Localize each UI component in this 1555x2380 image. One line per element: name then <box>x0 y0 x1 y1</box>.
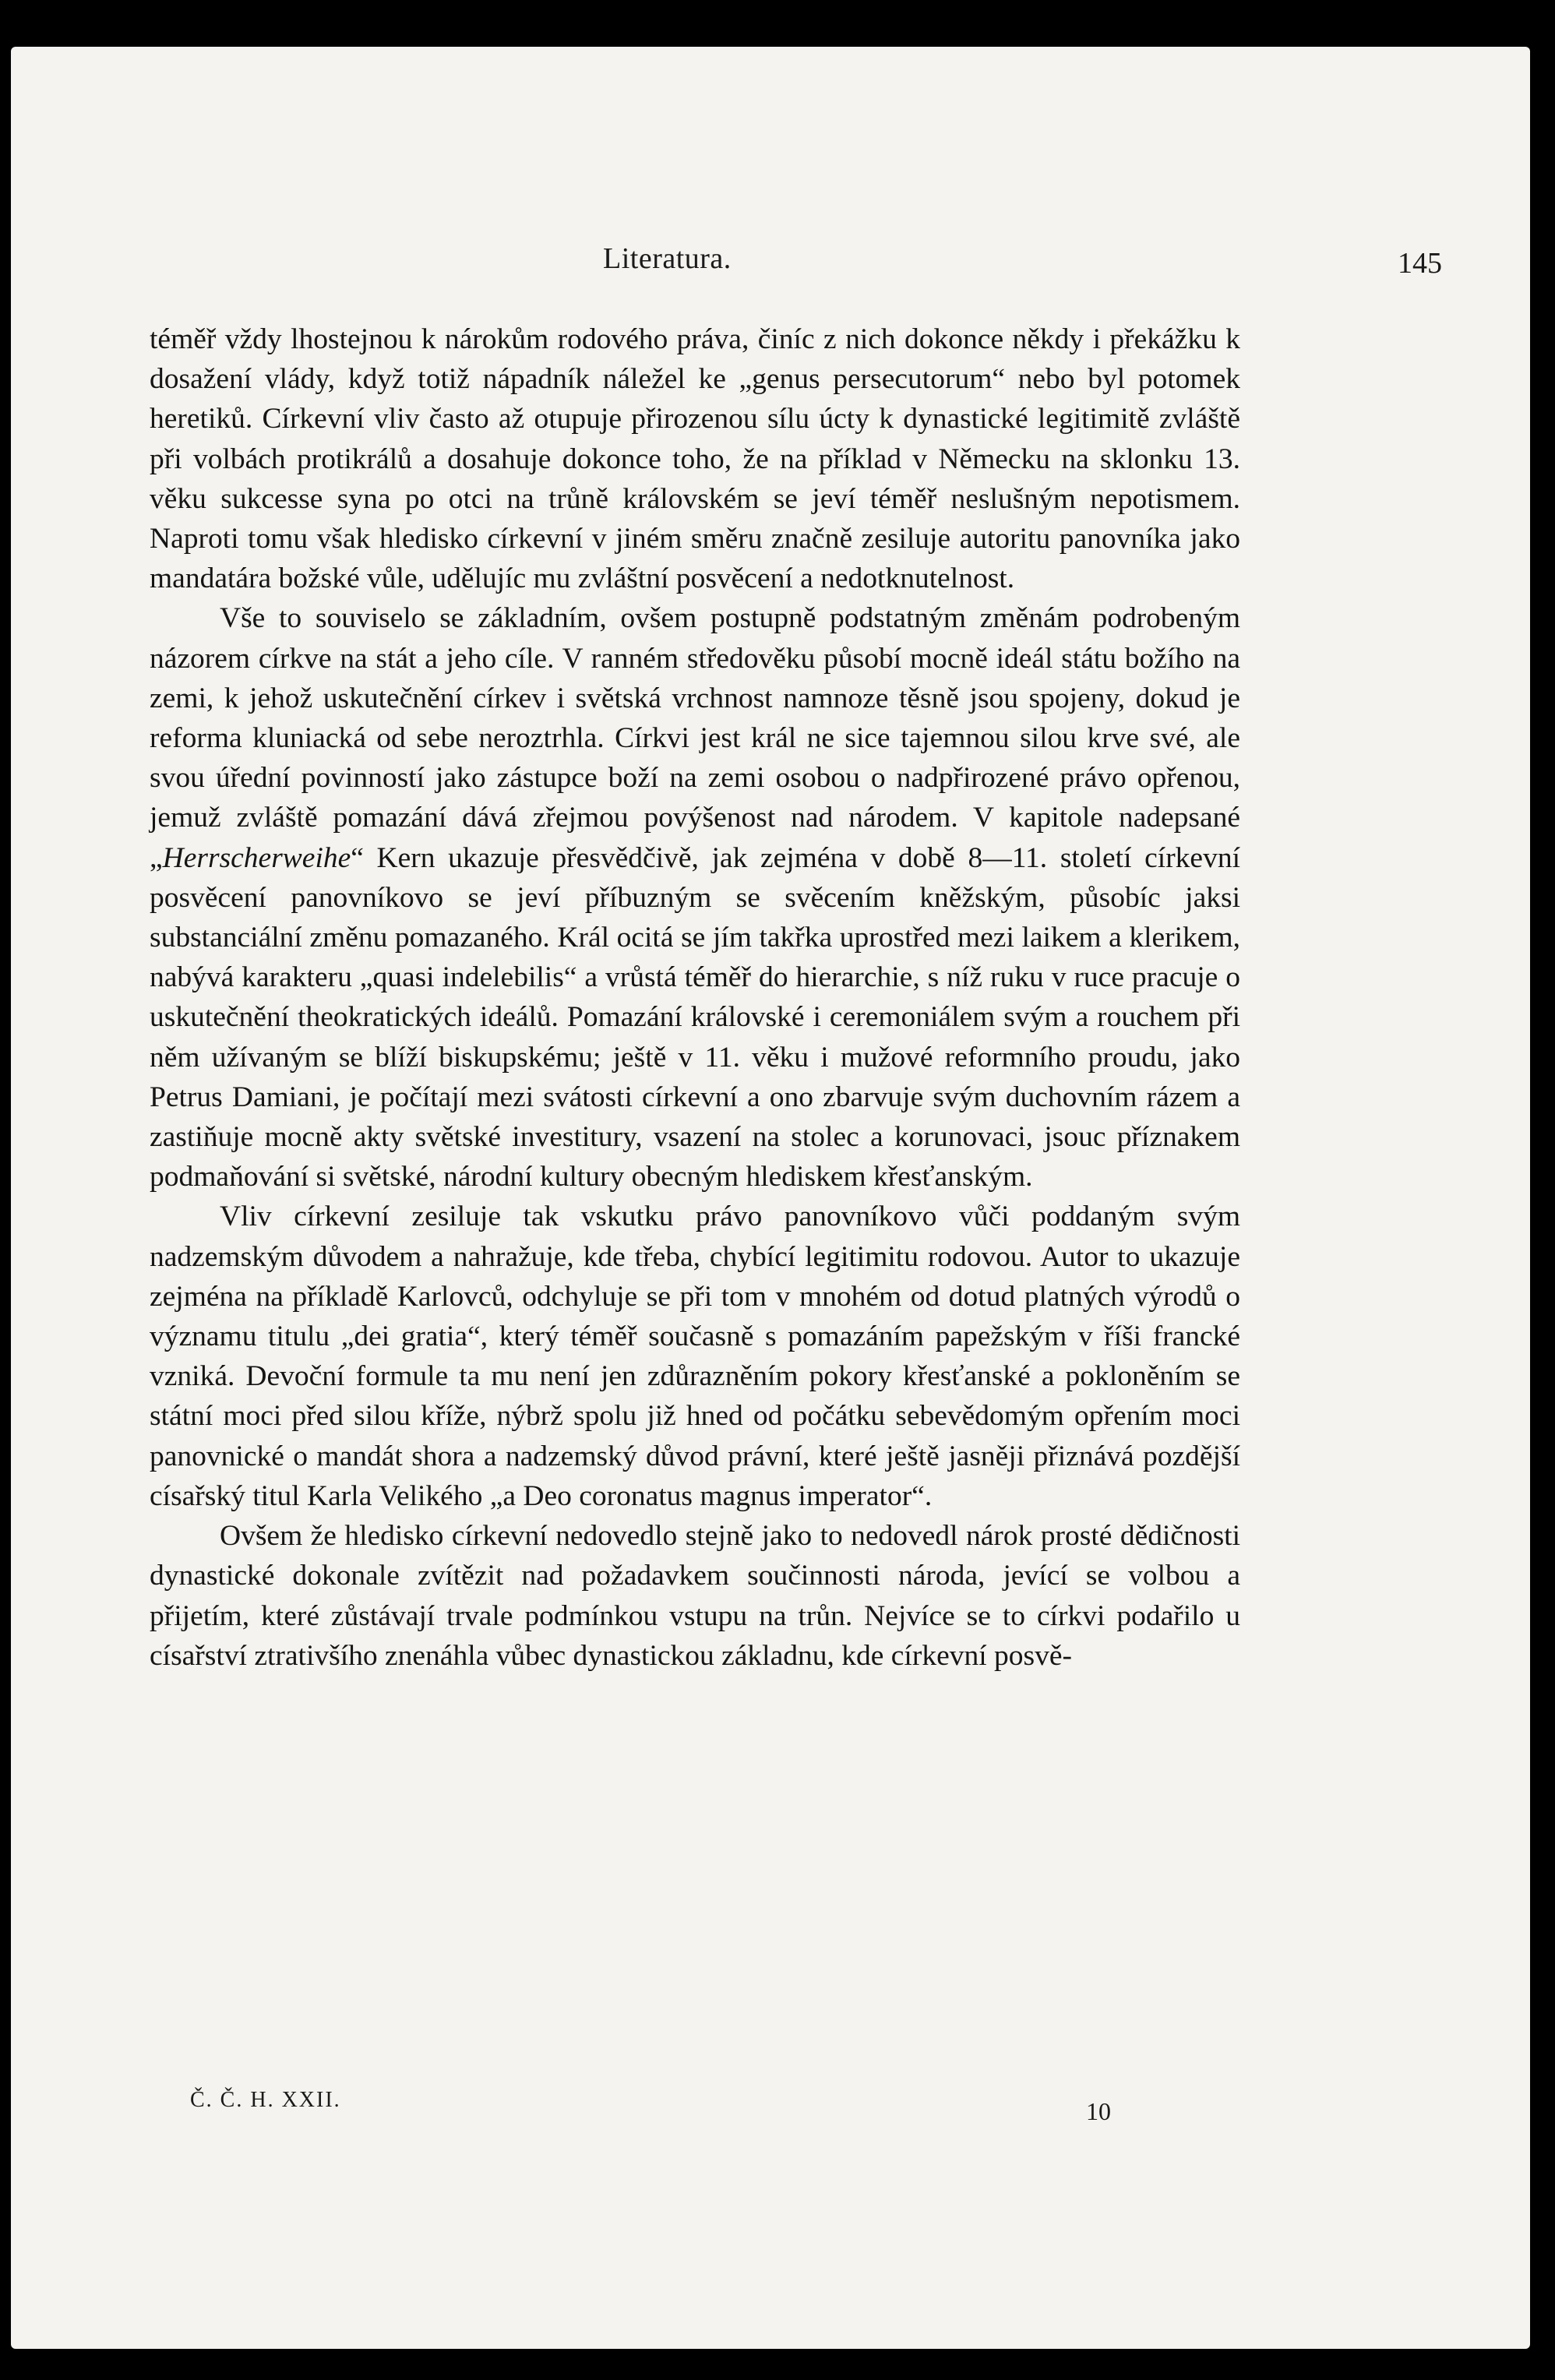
paragraph-3: Vliv církevní zesiluje tak vskutku právo panovníkovo vůči poddaným svým nadzemským důvodem a nahražuje, kde třeba, chybící legitimitu rodovou. Autor to ukazuje zejména na příkladě Karlovců, odchyluje se při tom v mnohém od dotud platných výrodů o významu titulu „dei gratia“, který téměř současně s pomazáním papežským v říši francké vzniká. Devoční formule ta mu není jen zdůrazněním pokory křesťanské a pokloněním se státní moci před silou kříže, nýbrž spolu již hned od počátku sebevědomým opřením moci panovnické o mandát shora a nadzemský důvod právní, které ještě jasněji přiznává pozdější císařský titul Karla Velikého „a Deo coronatus magnus imperator“. <box>150 1201 1240 1512</box>
page-number: 145 <box>1398 247 1442 280</box>
sheet-number: 10 <box>1086 2097 1111 2125</box>
paragraph-2 <box>150 598 1240 1197</box>
paragraph-4: Ovšem že hledisko církevní nedovedlo stejně jako to nedovedl nárok prosté dědičnosti dynastické dokonale zvítězit nad požadavkem součinnosti národa, jevící se volbou a přijetím, které zůstávají trvale podmínkou vstupu na trůn. Nejvíce se to církvi podařilo u císařství ztrativšího znenáhla vůbec dynastickou základnu, kde církevní posvě- <box>150 1520 1240 1672</box>
scanned-page <box>11 47 1530 2349</box>
running-title: Literatura. <box>603 242 732 275</box>
signature-mark: Č. Č. H. XXII. <box>190 2088 341 2112</box>
paragraph-2-text-end: “ Kern ukazuje přesvědčivě, jak zejména v době 8—11. století církevní posvěcení panovníkovo se jeví příbuzným se svěcením kněžským, působíc jaksi substanciální změnu pomazaného. Král ocitá se jím takřka uprostřed mezi laikem a klerikem, nabývá karakteru „quasi indelebilis“ a vrůstá téměř do hierarchie, s níž ruku v ruce pracuje o uskutečnění theokratických ideálů. Pomazání královské i ceremoniálem svým a rouchem při něm užívaným se blíží biskupskému; ještě v 11. věku i mužové reformního proudu, jako Petrus Damiani, je počítají mezi svátosti církevní a ono zbarvuje svým duchovním rázem a zastiňuje mocně akty světské investitury, vsazení na stolec a korunovaci, jsouc příznakem podmaňování si světské, národní kultury obecným hlediskem křesťanským. <box>150 841 1240 1194</box>
paragraph-1: téměř vždy lhostejnou k nárokům rodového práva, činíc z nich dokonce někdy i překážku k dosažení vlády, když totiž nápadník náležel ke „genus persecutorum“ nebo byl potomek heretiků. Církevní vliv často až otupuje přirozenou sílu úcty k dynastické legitimitě zvláště při volbách protikrálů a dosahuje dokonce toho, že na příklad v Německu na sklonku 13. věku sukcesse syna po otci na trůně královském se jeví téměř neslušným nepotismem. Naproti tomu však hledisko církevní v jiném směru značně zesiluje autoritu panovníka jako mandatára božské vůle, udělujíc mu zvláštní posvěcení a nedotknutelnost. <box>150 323 1240 595</box>
body-text <box>150 319 1240 1676</box>
running-head <box>11 242 1530 288</box>
paragraph-2-text-start: Vše to souviselo se základním, ovšem postupně podstatným změnám podrobeným názorem církve na stát a jeho cíle. V ranném středověku působí mocně ideál státu božího na zemi, k jehož uskutečnění církev i světská vrchnost namnoze těsně jsou spojeny, dokud je reforma kluniacká od sebe neroztrhla. Církvi jest král ne sice tajemnou silou krve své, ale svou úřední povinností jako zástupce boží na zemi osobou o nadpřirozené právo opřenou, jemuž zvláště pomazání dává zřejmou povýšenost nad národem. V kapitole nadepsané „ <box>150 602 1240 874</box>
italic-title-herrscherweihe: Herrscherweihe <box>162 841 351 874</box>
